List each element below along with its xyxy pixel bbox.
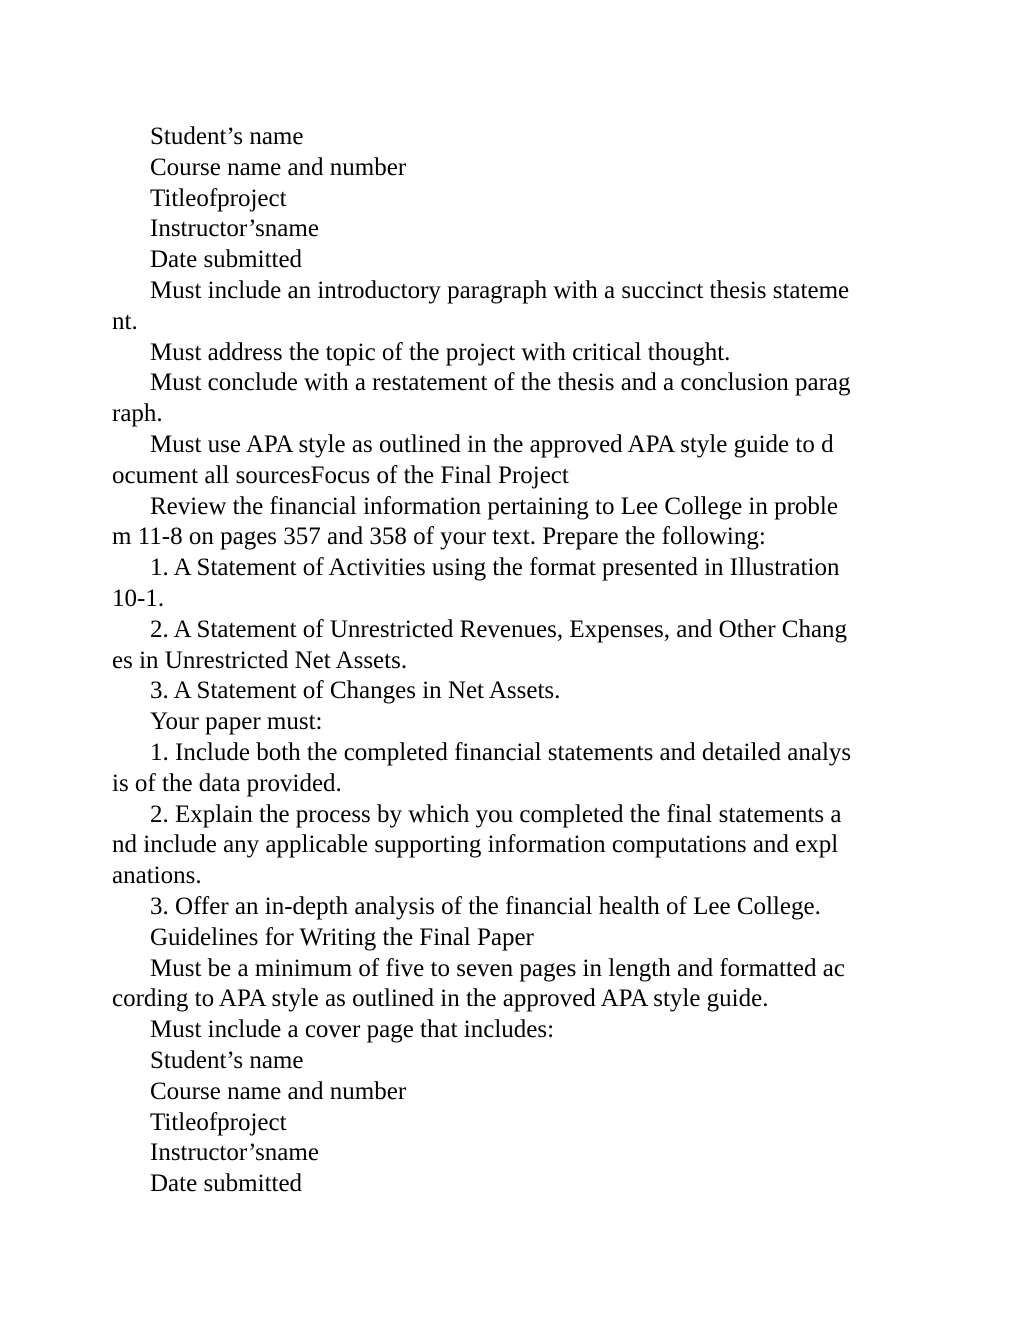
text-line: Your paper must: (150, 708, 323, 736)
text-line: Must conclude with a restatement of the thesis and a conclusion parag (150, 369, 851, 397)
text-line: nt. (112, 307, 138, 335)
text-line: raph. (112, 400, 163, 428)
text-line: Titleofproject (150, 184, 287, 212)
document-page (112, 122, 912, 1200)
text-line: ocument all sourcesFocus of the Final Project (112, 461, 569, 489)
text-line: Date submitted (150, 1170, 303, 1198)
text-line: 3. A Statement of Changes in Net Assets. (150, 677, 561, 705)
text-line: Student’s name (150, 1046, 304, 1074)
text-line: Date submitted (150, 246, 303, 274)
text-line: anations. (112, 862, 202, 890)
text-line: m 11-8 on pages 357 and 358 of your text. Prepare the following: (112, 523, 766, 551)
text-line: Must include a cover page that includes: (150, 1016, 555, 1044)
text-line: Must use APA style as outlined in the approved APA style guide to d (150, 430, 834, 458)
text-line: Must be a minimum of five to seven pages in length and formatted ac (150, 954, 845, 982)
text-line: Student’s name (150, 123, 304, 150)
text-line: Course name and number (150, 1077, 407, 1105)
text-line: Course name and number (150, 153, 407, 181)
text-line: Instructor’sname (150, 1139, 319, 1167)
text-line: Must address the topic of the project with critical thought. (150, 338, 731, 366)
text-line: Review the financial information pertaining to Lee College in proble (150, 492, 838, 520)
text-line: is of the data provided. (112, 769, 342, 797)
text-line: cording to APA style as outlined in the approved APA style guide. (112, 985, 769, 1013)
text-line: 10-1. (112, 584, 165, 612)
text-line: Titleofproject (150, 1108, 287, 1136)
text-line: Guidelines for Writing the Final Paper (150, 923, 534, 951)
text-line: nd include any applicable supporting information computations and expl (112, 831, 839, 859)
text-line: 2. A Statement of Unrestricted Revenues, Expenses, and Other Chang (150, 615, 848, 643)
text-line: 1. Include both the completed financial statements and detailed analys (150, 738, 852, 766)
text-line: es in Unrestricted Net Assets. (112, 646, 408, 674)
text-line: 2. Explain the process by which you completed the final statements a (150, 800, 842, 828)
text-line: 1. A Statement of Activities using the format presented in Illustration (150, 554, 840, 582)
text-line: Must include an introductory paragraph with a succinct thesis stateme (150, 276, 850, 304)
text-line: 3. Offer an in-depth analysis of the financial health of Lee College. (150, 892, 821, 920)
text-line: Instructor’sname (150, 215, 319, 243)
